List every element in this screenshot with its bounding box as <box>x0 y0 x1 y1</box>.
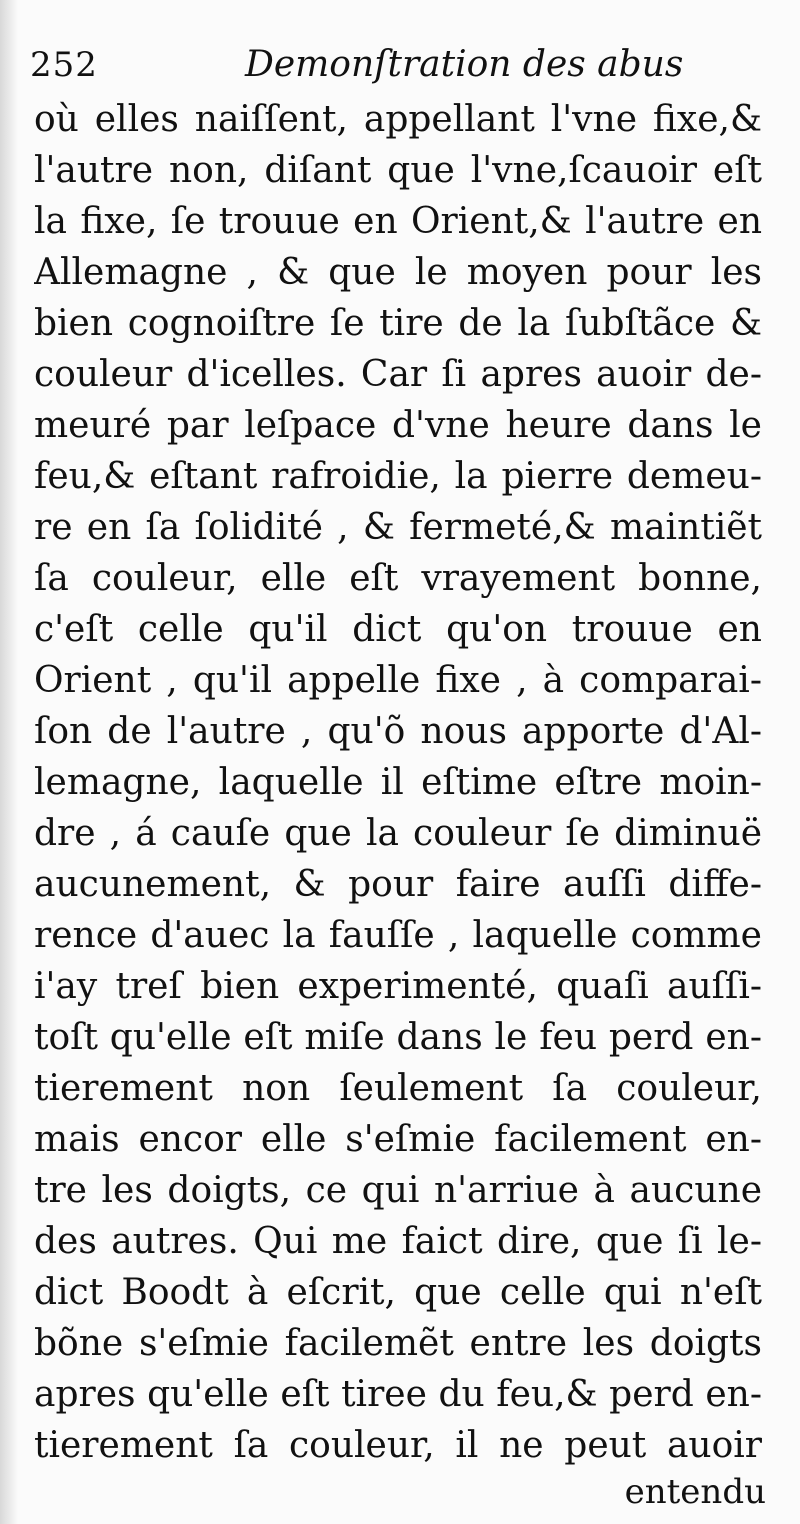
running-head <box>30 40 770 90</box>
text-line: ſon de l'autre , qu'õ nous apporte d'Al- <box>34 711 762 752</box>
text-line: c'eſt celle qu'il dict qu'on trouue en <box>34 609 762 650</box>
text-line: meuré par leſpace d'vne heure dans le <box>34 405 762 446</box>
text-line: aucunement, & pour faire auſſi diffe- <box>34 864 762 905</box>
text-line: toſt qu'elle eſt miſe dans le feu perd en- <box>34 1017 762 1058</box>
text-line: Allemagne , & que le moyen pour les <box>34 252 762 293</box>
text-line: tierement non ſeulement ſa couleur, <box>34 1068 762 1109</box>
text-line: bõne s'eſmie facilemẽt entre les doigts <box>34 1323 762 1364</box>
text-line: la fixe, ſe trouue en Orient,& l'autre en <box>34 201 762 242</box>
page-number: 252 <box>30 45 98 85</box>
text-line: Orient , qu'il appelle fixe , à comparai- <box>34 660 762 701</box>
text-line: l'autre non, diſant que l'vne,ſcauoir eſt <box>34 150 762 191</box>
body-text <box>34 94 762 1471</box>
text-line: où elles naiſſent, appellant l'vne fixe,& <box>34 99 762 140</box>
text-line: ſa couleur, elle eſt vrayement bonne, <box>34 558 762 599</box>
catchword: entendu <box>624 1472 766 1512</box>
text-line: lemagne, laquelle il eſtime eſtre moin- <box>34 762 762 803</box>
text-line: mais encor elle s'eſmie facilement en- <box>34 1119 762 1160</box>
text-line: dre , á cauſe que la couleur ſe diminuë <box>34 813 762 854</box>
running-title: Demonſtration des abus <box>245 44 684 85</box>
text-line: des autres. Qui me faict dire, que ſi le- <box>34 1221 762 1262</box>
page-gutter-shadow <box>0 0 18 1524</box>
text-line: couleur d'icelles. Car ſi apres auoir de- <box>34 354 762 395</box>
text-line: bien cognoiſtre ſe tire de la ſubſtãce & <box>34 303 762 344</box>
text-line: feu,& eſtant rafroidie, la pierre demeu- <box>34 456 762 497</box>
text-line: dict Boodt à eſcrit, que celle qui n'eſt <box>34 1272 762 1313</box>
text-line: rence d'auec la fauſſe , laquelle comme <box>34 915 762 956</box>
text-line: i'ay treſ bien experimenté, quaſi auſſi- <box>34 966 762 1007</box>
text-line: tierement ſa couleur, il ne peut auoir <box>34 1425 762 1466</box>
text-line: apres qu'elle eſt tiree du feu,& perd en- <box>34 1374 762 1415</box>
text-line: re en ſa ſolidité , & fermeté,& maintiẽt <box>34 507 762 548</box>
text-line: tre les doigts, ce qui n'arriue à aucune <box>34 1170 762 1211</box>
